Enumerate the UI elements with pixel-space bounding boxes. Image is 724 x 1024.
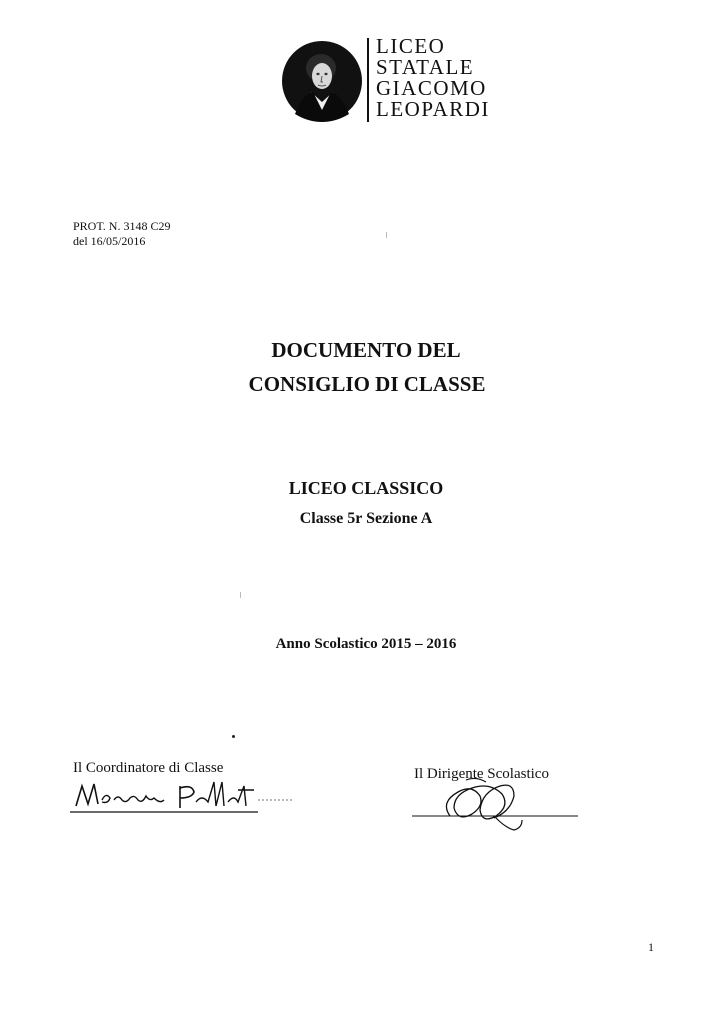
protocol-block bbox=[73, 219, 170, 249]
logo-divider bbox=[367, 38, 369, 122]
school-logo-portrait bbox=[281, 40, 363, 122]
page-number: 1 bbox=[648, 940, 654, 954]
school-year: Anno Scolastico 2015 – 2016 bbox=[275, 636, 457, 652]
school-logo-text bbox=[376, 36, 490, 120]
document-title-line1: DOCUMENTO DEL bbox=[271, 338, 461, 362]
document-title-line2: CONSIGLIO DI CLASSE bbox=[248, 372, 486, 396]
course-name: LICEO CLASSICO bbox=[288, 478, 444, 498]
scan-dot bbox=[232, 735, 235, 738]
logo-line: GIACOMO bbox=[376, 76, 487, 100]
logo-line: LICEO bbox=[376, 34, 446, 58]
coordinator-label: Il Coordinatore di Classe bbox=[73, 760, 224, 776]
coordinator-signature bbox=[68, 774, 298, 820]
scan-speck bbox=[240, 592, 241, 598]
scan-speck bbox=[386, 232, 387, 238]
logo-line: STATALE bbox=[376, 55, 475, 79]
class-section: Classe 5r Sezione A bbox=[299, 510, 433, 527]
principal-label: Il Dirigente Scolastico bbox=[414, 766, 549, 782]
principal-signature bbox=[410, 772, 580, 832]
protocol-date: del 16/05/2016 bbox=[73, 234, 146, 248]
logo-line: LEOPARDI bbox=[376, 97, 490, 121]
protocol-number: PROT. N. 3148 C29 bbox=[73, 219, 171, 233]
